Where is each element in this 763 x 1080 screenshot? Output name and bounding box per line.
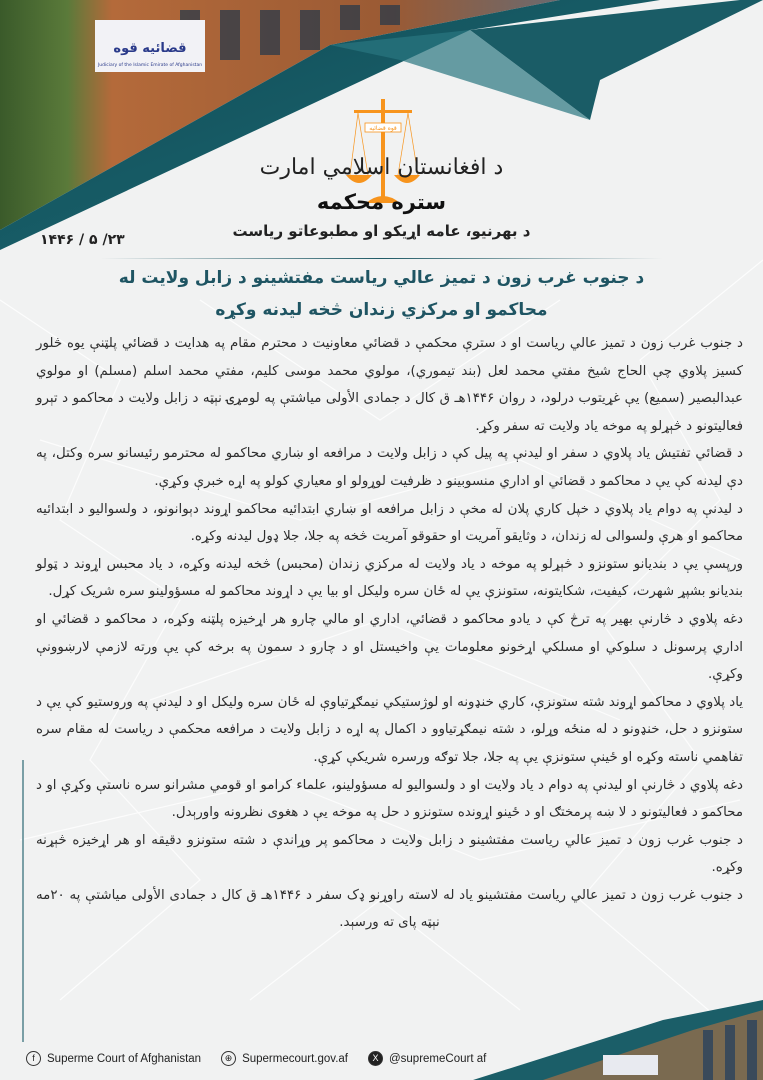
svg-text:قضائیه قوه: قضائیه قوه [113, 41, 187, 56]
globe-icon: ⊕ [221, 1051, 236, 1066]
paragraph: د قضائي تفتیش یاد پلاوي د سفر او لیدنې په پیل کې د زابل ولایت د مرافعه او ښاري محاکمو له محترمو رئیسانو سره وکتل، په دې لیدنه کې یې د محاکمو د قضائي او اداري منسوبینو د ظرفیت لوړولو او معیاري کولو په اړه خبرې وکړې. [36, 446, 743, 489]
facebook-icon: f [26, 1051, 41, 1066]
paragraph: یاد پلاوي د محاکمو اړوند شته ستونزې، کاري خنډونه او لوژستیکي نیمګړتیاوې له ځان سره ولیکل او د لیدنې په وروستیو کې یې د ستونزو د حل، خنډونو د له منځه وړلو، د شته نیمګړتیاوو د اکمال په اړه د زابل ولایت د مرافعه محکمې د ریاست له مقام سره تفاهمي ناسته وکړه او ځینې ستونزې یې په جلا، جلا توګه ورسره شریکې کړې. [36, 694, 743, 765]
title-line-1: د جنوب غرب زون د تمیز عالي ریاست مفتشینو د زابل ولایت له [118, 268, 645, 288]
paragraph: ورپسې یې د بندیانو ستونزو د څېړلو په موخه د یاد ولایت له مرکزي زندان (محبس) څخه لیدنه وکړه، د یاد محبس اړوند د ټولو بندیانو بشپړ شهرت، کیفیت، شکایتونه، ستونزې یې له ځان سره ولیکل او بیا یې د اړوند محاکمو له مسؤولینو سره شریک کړل. [36, 556, 743, 600]
title-line-2: محاکمو او مرکزي زندان څخه لیدنه وکړه [215, 300, 548, 320]
department-name: د بهرنیو، عامه اړیکو او مطبوعاتو ریاست [232, 222, 531, 240]
svg-text:قوه قضائیه: قوه قضائیه [369, 125, 397, 132]
x-icon: X [368, 1051, 383, 1066]
emirate-calligraphy: د افغانستان اسلامي امارت [259, 155, 504, 180]
footer-building-photo [463, 1000, 763, 1080]
website-link[interactable]: Supermecourt.gov.af [242, 1052, 348, 1065]
facebook-link[interactable]: Superme Court of Afghanistan [47, 1052, 202, 1065]
svg-text:Judiciary of the Islamic Emira: Judiciary of the Islamic Emirate of Afghanistan [97, 63, 203, 68]
paragraph: دغه پلاوي د څارنې بهیر په ترڅ کې د یادو محاکمو د قضائي، اداري او مالي چارو هر اړخیزه پلټنه وکړه، د محاکمو د قضائي او اداري پرسونل د سلوکي او مسلکي اړخونو معلومات یې واخیستل او د چارو د سمون په برخه کې یې ورته لازمې لارښوونې وکړې. [36, 611, 743, 683]
footer-contacts [26, 1051, 486, 1066]
press-release-body [36, 330, 743, 937]
divider [100, 258, 663, 259]
organization-name: ستره محکمه [316, 190, 447, 214]
paragraph: د جنوب غرب زون د تمیز عالي ریاست او د سترې محکمې د قضائي معاونیت د محترم مقام په هدایت د قضائي پلټنې یوه څلور کسیز پلاوي چې الحاج شیخ مفتي محمد لعل (بند تیموري)، مولوي محمد موسی کلیم، مفتي محمد اسلم (مسلم) او مولوي عبدالبصیر (سمیع) یې غړیتوب درلود، د روان ۱۴۴۶هـ ق کال د جمادی الأولی میاشتې په لومړۍ نېټه د زابل ولایت د محاکمو د تېرو فعالیتونو د څېړلو په موخه یاد ولایت ته سفر وکړ. [36, 336, 743, 434]
side-accent-line [22, 760, 24, 1042]
press-release-title [60, 262, 703, 326]
paragraph: د جنوب غرب زون د تمیز عالي ریاست مفتشینو د زابل ولایت د محاکمو پر وړاندې د شته ستونزو دقیقه او هر اړخیزه څېړنه وکړه. [36, 832, 743, 876]
paragraph: د لیدنې په دوام یاد پلاوي د خپل کاري پلان له مخې د زابل مرافعه او ښاري ابتدائیه محاکمو اړوند دېوانونو، د ولسوالیو د ابتدائیه محاکمو او هرې ولسوالی له زندان، د وثایقو آمریت او حقوقو آمریت څخه په جلا، جلا ډول لیدنه وکړه. [36, 501, 743, 545]
date: ۱۴۴۶ / ۵ /۲۳ [40, 232, 125, 248]
paragraph: د جنوب غرب زون د تمیز عالي ریاست مفتشینو یاد له لاسته راوړنو ډک سفر د ۱۴۴۶هـ ق کال د جمادی الأولی میاشتې په ۲۰مه نېټه پای ته ورسېد. [36, 887, 743, 931]
paragraph: دغه پلاوي د څارنې او لیدنې په دوام د یاد ولایت او د ولسوالیو له مسؤولینو، علماء کرامو او قومي مشرانو سره ناستې وکړې او د محاکمو د فعالیتونو د لا ښه پرمختګ او د ځینو اړونده ستونزو د حل په موخه یې د هغوی نظرونه واورېدل. [36, 777, 743, 821]
x-link[interactable]: @supremeCourt af [388, 1052, 487, 1065]
